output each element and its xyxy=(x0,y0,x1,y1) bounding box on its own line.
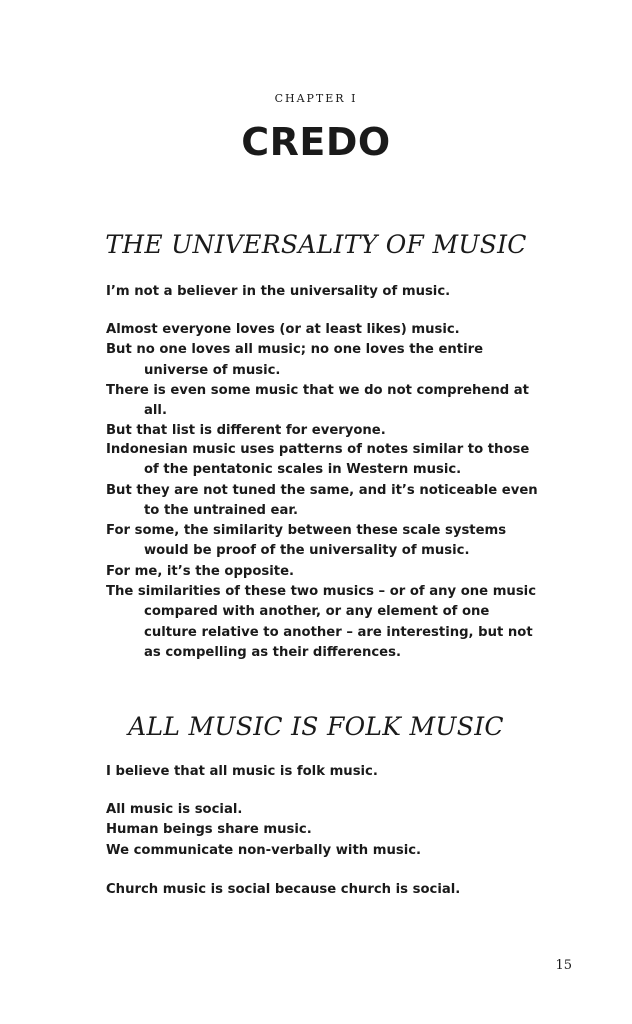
text-line: Church music is social because church is social. xyxy=(106,882,461,897)
text-line: Almost everyone loves (or at least likes) music. xyxy=(106,322,460,337)
text-line: All music is social. xyxy=(106,802,243,817)
text-line: Human beings share music. xyxy=(106,822,312,838)
text-line: For some, the similarity between these scale systems would be proof of the universality of music. xyxy=(106,523,507,559)
text-line: Indonesian music uses patterns of notes similar to those of the pentatonic scales in Western music. xyxy=(106,442,530,478)
text-line: But that list is different for everyone. xyxy=(106,423,386,439)
text-line: I’m not a believer in the universality of music. xyxy=(106,284,451,299)
paragraph xyxy=(106,800,542,861)
text-line: There is even some music that we do not comprehend at all. xyxy=(106,382,529,419)
paragraph xyxy=(106,762,542,782)
chapter-label: CHAPTER I xyxy=(274,92,358,105)
text-line: We communicate non-verbally with music. xyxy=(106,842,422,858)
paragraph xyxy=(106,880,542,900)
section-heading-universality: THE UNIVERSALITY OF MUSIC xyxy=(105,230,527,259)
paragraph xyxy=(106,440,542,663)
paragraph xyxy=(106,282,542,302)
section-heading-folk-music: ALL MUSIC IS FOLK MUSIC xyxy=(128,712,504,741)
text-line: But no one loves all music; no one loves the entire universe of music. xyxy=(106,342,484,378)
page-number: 15 xyxy=(555,958,572,973)
text-line: I believe that all music is folk music. xyxy=(106,764,378,779)
text-line: The similarities of these two musics – or of any one music compared with another, or any element of one culture relative to another – are interesting, but not as compelling as their differences. xyxy=(106,584,537,660)
text-line: But they are not tuned the same, and it’s noticeable even to the untrained ear. xyxy=(106,482,538,518)
chapter-title: CREDO xyxy=(241,120,391,164)
text-line: For me, it’s the opposite. xyxy=(106,563,295,579)
paragraph xyxy=(106,320,542,442)
